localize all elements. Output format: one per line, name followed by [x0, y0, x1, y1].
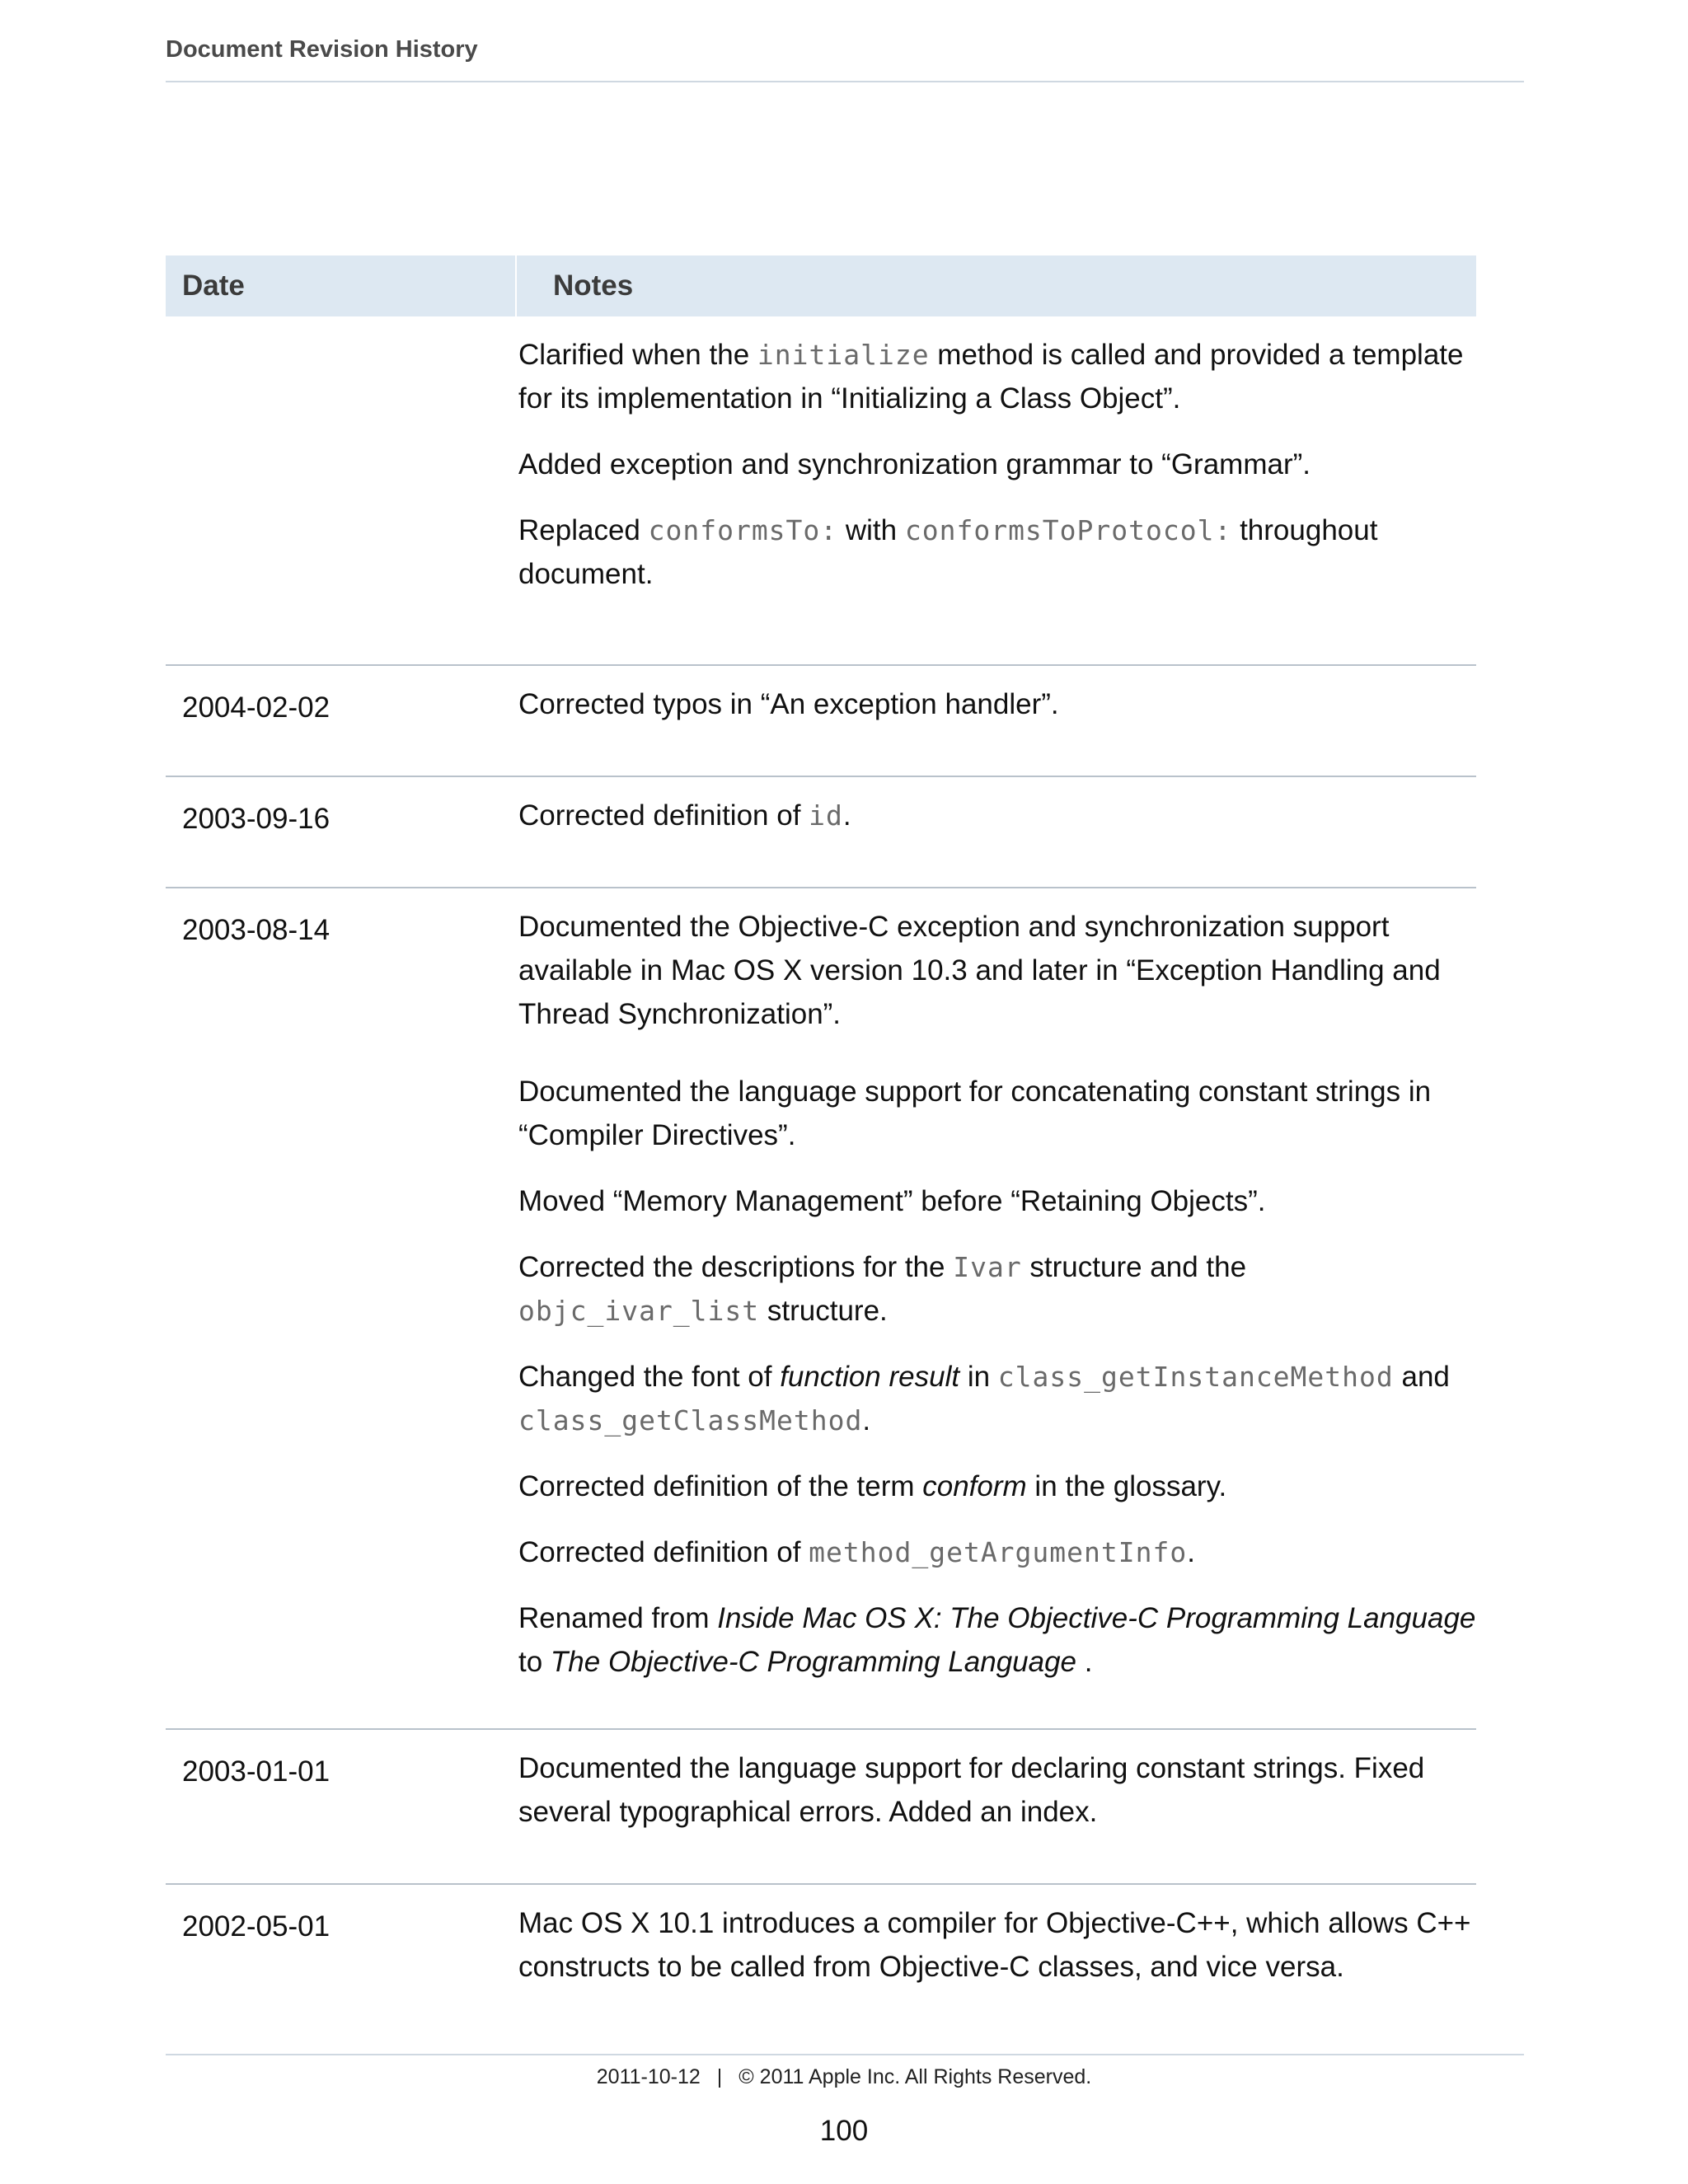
- table-header-row: [166, 255, 1476, 316]
- code-term: method_getArgumentInfo: [809, 1536, 1188, 1568]
- note-paragraph: Renamed from Inside Mac OS X: The Objective-C Programming Language to The Objective-C Programming Language .: [518, 1602, 1476, 1678]
- note-paragraph: Corrected definition of id.: [518, 799, 851, 832]
- emphasis: function result: [780, 1361, 960, 1393]
- footer-copyright: © 2011 Apple Inc. All Rights Reserved.: [738, 2065, 1092, 2088]
- code-term: Ivar: [953, 1251, 1022, 1283]
- note-paragraph: Documented the Objective-C exception and synchronization support available in Mac OS X version 10.3 and later in “Exception Handling and Thread Synchronization”.: [518, 911, 1441, 1030]
- code-term: id: [809, 799, 843, 832]
- note-paragraph: Replaced conformsTo: with conformsToProtocol: throughout document.: [518, 514, 1378, 590]
- page-number: 100: [819, 2115, 869, 2147]
- revision-history-table: [166, 255, 1476, 2017]
- table-row: [166, 888, 1476, 1730]
- book-title: Inside Mac OS X: The Objective-C Programming Language: [717, 1602, 1476, 1634]
- column-header-notes: Notes: [553, 269, 634, 302]
- row-date: 2004-02-02: [182, 691, 331, 724]
- row-notes: [517, 888, 1476, 1728]
- table-row: [166, 316, 1476, 666]
- code-term: conformsToProtocol:: [904, 514, 1232, 546]
- row-notes: [517, 666, 1476, 776]
- row-notes: [517, 1730, 1476, 1883]
- header-divider: [166, 81, 1524, 82]
- row-date: 2002-05-01: [182, 1910, 331, 1943]
- code-term: initialize: [757, 339, 930, 371]
- note-paragraph: Clarified when the initialize method is called and provided a template for its implementation in “Initializing a Class Object”.: [518, 339, 1464, 415]
- book-title: The Objective-C Programming Language: [550, 1646, 1077, 1678]
- row-notes: [517, 316, 1476, 664]
- running-header: Document Revision History: [166, 36, 478, 63]
- row-date: 2003-08-14: [182, 914, 331, 946]
- row-date: [166, 316, 517, 664]
- note-paragraph: Corrected definition of the term conform in the glossary.: [518, 1470, 1227, 1502]
- column-header-date: Date: [166, 255, 517, 316]
- code-term: objc_ivar_list: [518, 1295, 760, 1327]
- note-paragraph: Documented the language support for declaring constant strings. Fixed several typographical errors. Added an index.: [518, 1752, 1425, 1828]
- footer-separator: |: [716, 2065, 723, 2088]
- row-notes: [517, 1885, 1476, 2017]
- footer-date: 2011-10-12: [596, 2065, 701, 2088]
- note-paragraph: Corrected the descriptions for the Ivar structure and the objc_ivar_list structure.: [518, 1251, 1247, 1327]
- note-paragraph: Mac OS X 10.1 introduces a compiler for Objective-C++, which allows C++ constructs to be called from Objective-C classes, and vice versa.: [518, 1907, 1471, 1983]
- note-paragraph: Changed the font of function result in class_getInstanceMethod and class_getClassMethod.: [518, 1361, 1450, 1436]
- table-row: [166, 777, 1476, 888]
- table-row: [166, 1730, 1476, 1885]
- page-footer: [0, 2065, 1688, 2089]
- code-term: class_getClassMethod: [518, 1404, 863, 1436]
- code-term: conformsTo:: [648, 514, 838, 546]
- note-paragraph: Corrected definition of method_getArgumentInfo.: [518, 1536, 1195, 1568]
- note-paragraph: Added exception and synchronization grammar to “Grammar”.: [518, 448, 1311, 480]
- note-paragraph: Moved “Memory Management” before “Retaining Objects”.: [518, 1185, 1266, 1217]
- row-notes: [517, 777, 1476, 887]
- code-term: class_getInstanceMethod: [997, 1361, 1394, 1393]
- note-paragraph: Documented the language support for concatenating constant strings in “Compiler Directives”.: [518, 1076, 1432, 1151]
- footer-divider: [166, 2054, 1524, 2055]
- row-date: 2003-09-16: [182, 803, 331, 835]
- emphasis: conform: [922, 1470, 1027, 1502]
- table-row: [166, 1885, 1476, 2017]
- note-paragraph: Corrected typos in “An exception handler”.: [518, 688, 1059, 720]
- table-row: [166, 666, 1476, 777]
- row-date: 2003-01-01: [182, 1755, 331, 1788]
